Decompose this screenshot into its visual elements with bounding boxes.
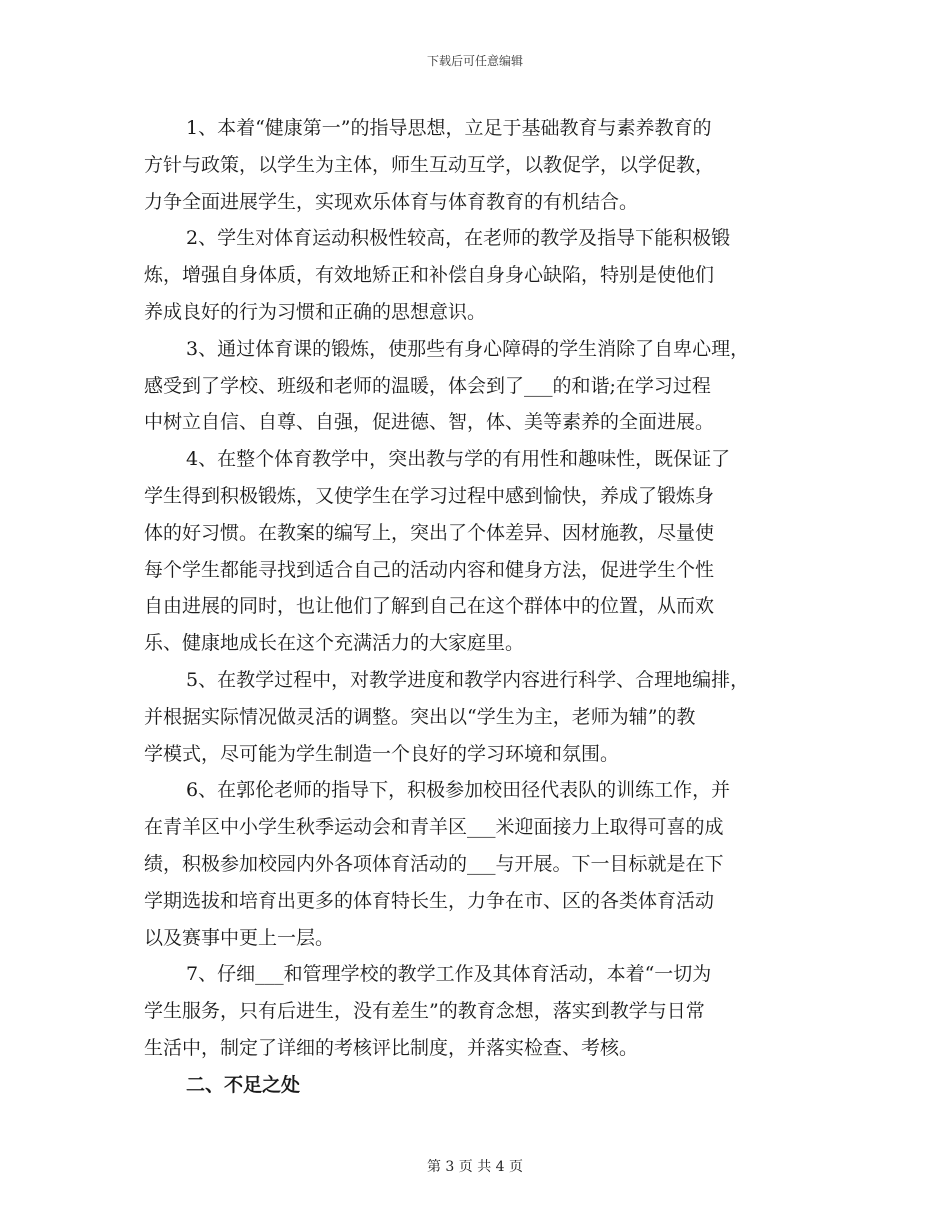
paragraph-line: 学期选拔和培育出更多的体育特长生，力争在市、区的各类体育活动 [144,889,715,912]
paragraph-line: 体的好习惯。在教案的编写上，突出了个体差异、因材施教，尽量使 [144,521,715,544]
paragraph-line: 学生得到积极锻炼，又使学生在学习过程中感到愉快，养成了锻炼身 [144,484,715,507]
paragraph-line: 炼，增强自身体质，有效地矫正和补偿自身身心缺陷，特别是使他们 [144,264,715,287]
paragraph-4 [144,441,824,662]
paragraph-line: 学生服务，只有后进生，没有差生”的教育念想，落实到教学与日常 [144,1000,705,1023]
paragraph-line: 绩，积极参加校园内外各项体育活动的___与开展。下一目标就是在下 [144,852,724,875]
paragraph-line: 以及赛事中更上一层。 [144,926,335,949]
paragraph-line: 养成良好的行为习惯和正确的思想意识。 [144,300,487,323]
paragraph-line: 自由进展的同时，也让他们了解到自己在这个群体中的位置，从而欢 [144,595,715,618]
paragraph-line: 并根据实际情况做灵活的调整。突出以“学生为主，老师为辅”的教 [144,705,696,728]
paragraph-5 [144,662,824,772]
paragraph-line: 每个学生都能寻找到适合自己的活动内容和健身方法，促进学生个性 [144,558,715,581]
paragraph-line: 力争全面进展学生，实现欢乐体育与体育教育的有机结合。 [144,190,639,213]
page-footer: 第 3 页 共 4 页 [426,1159,524,1175]
paragraph-line: 4、在整个体育教学中，突出教与学的有用性和趣味性，既保证了 [186,448,731,471]
paragraph-line: 6、在郭伦老师的指导下，积极参加校田径代表队的训练工作，并 [186,779,731,802]
page-header: 下载后可任意编辑 [426,54,523,68]
paragraph-line: 中树立自信、自尊、自强，促进德、智，体、美等素养的全面进展。 [144,411,715,434]
paragraph-6 [144,772,824,956]
section-heading: 二、不足之处 [186,1073,301,1096]
paragraph-line: 1、本着“健康第一”的指导思想，立足于基础教育与素养教育的 [186,117,712,139]
paragraph-2 [144,220,824,330]
paragraph-line: 在青羊区中小学生秋季运动会和青羊区___米迎面接力上取得可喜的成 [144,816,724,839]
paragraph-7 [144,956,824,1066]
paragraph-3 [144,331,824,441]
paragraph-line: 感受到了学校、班级和老师的温暖，体会到了___的和谐;在学习过程 [144,374,711,397]
paragraph-line: 方针与政策，以学生为主体，师生互动互学，以教促学，以学促教， [144,153,715,176]
paragraph-line: 2、学生对体育运动积极性较高，在老师的教学及指导下能积极锻 [186,227,731,250]
document-body [144,110,824,1104]
paragraph-line: 7、仔细___和管理学校的教学工作及其体育活动，本着“一切为 [186,963,712,986]
paragraph-line: 生活中，制定了详细的考核评比制度，并落实检查、考核。 [144,1036,639,1059]
paragraph-line: 乐、健康地成长在这个充满活力的大家庭里。 [144,632,525,655]
paragraph-line: 3、通过体育课的锻炼，使那些有身心障碍的学生消除了自卑心理， [186,337,750,360]
paragraph-line: 5、在教学过程中，对教学进度和教学内容进行科学、合理地编排， [186,668,750,691]
paragraph-line: 学模式，尽可能为学生制造一个良好的学习环境和氛围。 [144,742,620,765]
paragraph-1 [144,110,824,220]
